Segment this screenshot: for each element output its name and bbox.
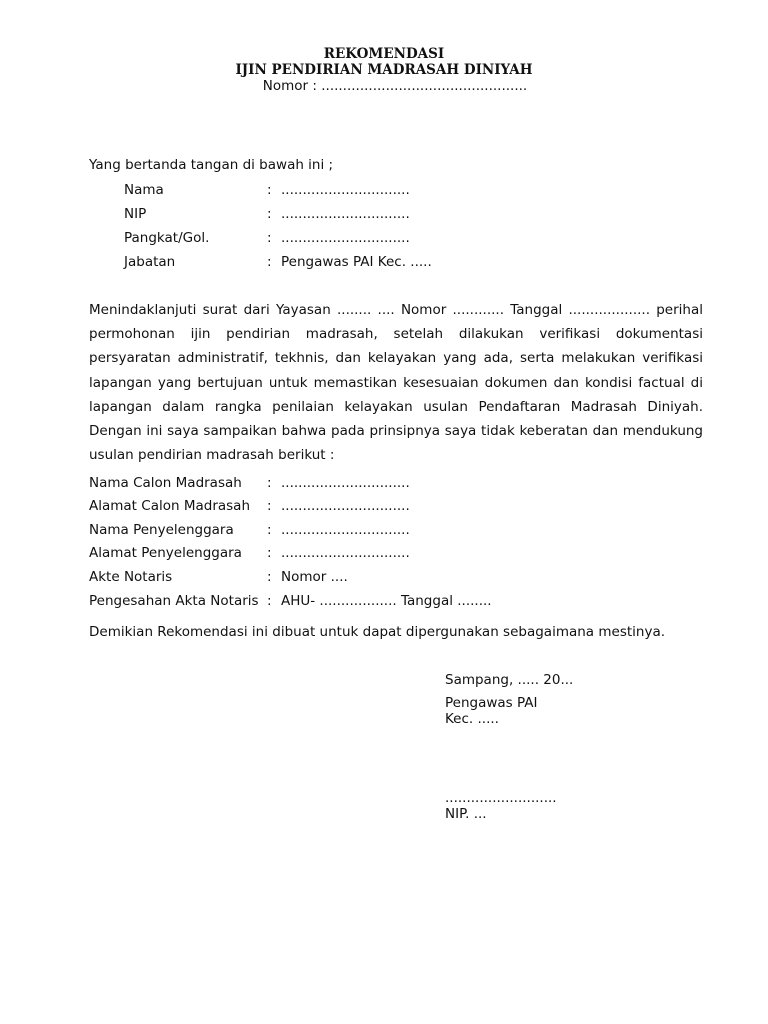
field-value: .............................. [281,475,410,491]
signer-position: Pengawas PAI [445,695,538,711]
field-label: Jabatan [124,254,176,270]
field-colon: : [267,230,272,246]
field-label: Akte Notaris [89,569,173,585]
field-colon: : [267,545,272,561]
document-title: REKOMENDASI [323,46,445,62]
field-value: .............................. [281,545,410,561]
field-colon: : [267,593,272,609]
field-colon: : [267,475,272,491]
field-colon: : [267,498,272,514]
field-value: Pengawas PAI Kec. ..... [281,254,432,270]
signer-name: .......................... [445,790,557,806]
field-label: Pengesahan Akta Notaris [89,593,259,609]
field-label: Nama Penyelenggara [89,522,234,538]
field-label: Nama [124,182,164,198]
document-subtitle: IJIN PENDIRIAN MADRASAH DINIYAH [235,62,533,78]
field-label: Nama Calon Madrasah [89,475,242,491]
body-paragraph: Menindaklanjuti surat dari Yayasan ........ .... Nomor ............ Tanggal ................... perihal permohonan ijin pendirian madrasah, setelah dilakukan verifikasi dokumentasi persyaratan administratif, tekhnis, dan kelayakan yang ada, serta melakukan verifikasi lapangan yang bertujuan untuk memastikan kesesuaian dokumen dan kondisi factual di lapangan dalam rangka penilaian kelayakan usulan Pendaftaran Madrasah Diniyah. Dengan ini saya sampaikan bahwa pada prinsipnya saya tidak keberatan dan mendukung usulan pendirian madrasah berikut : [89,302,703,464]
field-value: .............................. [281,182,410,198]
field-colon: : [267,522,272,538]
field-colon: : [267,206,272,222]
field-colon: : [267,569,272,585]
field-label: NIP [124,206,147,222]
intro-text: Yang bertanda tangan di bawah ini ; [89,157,334,173]
field-value: .............................. [281,230,410,246]
field-value: .............................. [281,522,410,538]
signer-nip: NIP. ... [445,806,487,822]
place-date: Sampang, ..... 20... [445,672,574,688]
field-value: AHU- .................. Tanggal ........ [281,593,492,609]
document-number: Nomor : ................................................ [262,78,528,94]
signer-district: Kec. ..... [445,711,499,727]
field-label: Alamat Penyelenggara [89,545,242,561]
field-colon: : [267,254,272,270]
field-label: Pangkat/Gol. [124,230,210,246]
closing-text: Demikian Rekomendasi ini dibuat untuk dapat dipergunakan sebagaimana mestinya. [89,624,666,640]
field-value: Nomor .... [281,569,348,585]
field-label: Alamat Calon Madrasah [89,498,250,514]
field-value: .............................. [281,206,410,222]
field-colon: : [267,182,272,198]
field-value: .............................. [281,498,410,514]
